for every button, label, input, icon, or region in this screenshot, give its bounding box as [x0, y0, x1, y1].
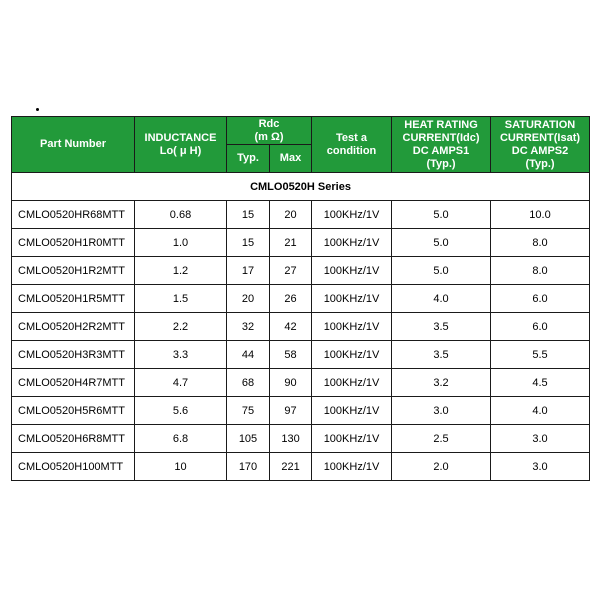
inductance-cell: 3.3	[135, 341, 227, 369]
inductance-cell: 1.0	[135, 229, 227, 257]
header-part-number: Part Number	[12, 117, 135, 173]
inductance-cell: 0.68	[135, 201, 227, 229]
part-number-cell: CMLO0520H1R0MTT	[12, 229, 135, 257]
table-body	[12, 173, 590, 481]
saturation-cell: 6.0	[491, 313, 590, 341]
test-condition-cell: 100KHz/1V	[312, 341, 392, 369]
saturation-cell: 8.0	[491, 229, 590, 257]
rdc-typ-cell: 44	[227, 341, 270, 369]
test-condition-cell: 100KHz/1V	[312, 425, 392, 453]
inductance-cell: 4.7	[135, 369, 227, 397]
rdc-max-cell: 58	[270, 341, 312, 369]
table-row	[12, 453, 590, 481]
rdc-max-cell: 90	[270, 369, 312, 397]
rdc-typ-cell: 75	[227, 397, 270, 425]
test-condition-cell: 100KHz/1V	[312, 397, 392, 425]
header-test-condition: Test a condition	[312, 117, 392, 173]
heat-rating-cell: 2.0	[392, 453, 491, 481]
test-condition-cell: 100KHz/1V	[312, 313, 392, 341]
table-row	[12, 341, 590, 369]
header-rdc-typ: Typ.	[227, 145, 270, 173]
heat-rating-cell: 2.5	[392, 425, 491, 453]
rdc-typ-cell: 20	[227, 285, 270, 313]
rdc-max-cell: 97	[270, 397, 312, 425]
part-number-cell: CMLO0520H2R2MTT	[12, 313, 135, 341]
part-number-cell: CMLO0520HR68MTT	[12, 201, 135, 229]
rdc-typ-cell: 15	[227, 229, 270, 257]
part-number-cell: CMLO0520H1R2MTT	[12, 257, 135, 285]
header-inductance: INDUCTANCE Lo( μ H)	[135, 117, 227, 173]
table-row	[12, 397, 590, 425]
table-row	[12, 285, 590, 313]
rdc-typ-cell: 170	[227, 453, 270, 481]
part-number-cell: CMLO0520H6R8MTT	[12, 425, 135, 453]
test-condition-cell: 100KHz/1V	[312, 229, 392, 257]
rdc-max-cell: 27	[270, 257, 312, 285]
heat-rating-cell: 3.0	[392, 397, 491, 425]
rdc-max-cell: 21	[270, 229, 312, 257]
saturation-cell: 4.0	[491, 397, 590, 425]
inductor-spec-table	[11, 116, 590, 481]
inductance-cell: 10	[135, 453, 227, 481]
heat-rating-cell: 4.0	[392, 285, 491, 313]
heat-rating-cell: 5.0	[392, 201, 491, 229]
inductance-cell: 2.2	[135, 313, 227, 341]
test-condition-cell: 100KHz/1V	[312, 369, 392, 397]
header-heat-rating: HEAT RATING CURRENT(Idc) DC AMPS1 (Typ.)	[392, 117, 491, 173]
part-number-cell: CMLO0520H5R6MTT	[12, 397, 135, 425]
table-row	[12, 229, 590, 257]
part-number-cell: CMLO0520H100MTT	[12, 453, 135, 481]
stray-dot	[36, 108, 39, 111]
heat-rating-cell: 3.2	[392, 369, 491, 397]
inductance-cell: 5.6	[135, 397, 227, 425]
part-number-cell: CMLO0520H4R7MTT	[12, 369, 135, 397]
rdc-typ-cell: 17	[227, 257, 270, 285]
test-condition-cell: 100KHz/1V	[312, 257, 392, 285]
rdc-max-cell: 130	[270, 425, 312, 453]
table-row	[12, 369, 590, 397]
rdc-max-cell: 26	[270, 285, 312, 313]
table-row	[12, 201, 590, 229]
rdc-typ-cell: 32	[227, 313, 270, 341]
part-number-cell: CMLO0520H3R3MTT	[12, 341, 135, 369]
rdc-max-cell: 20	[270, 201, 312, 229]
rdc-max-cell: 42	[270, 313, 312, 341]
header-rdc-max: Max	[270, 145, 312, 173]
test-condition-cell: 100KHz/1V	[312, 201, 392, 229]
rdc-max-cell: 221	[270, 453, 312, 481]
rdc-typ-cell: 68	[227, 369, 270, 397]
saturation-cell: 3.0	[491, 425, 590, 453]
rdc-typ-cell: 15	[227, 201, 270, 229]
test-condition-cell: 100KHz/1V	[312, 453, 392, 481]
rdc-typ-cell: 105	[227, 425, 270, 453]
saturation-cell: 4.5	[491, 369, 590, 397]
part-number-cell: CMLO0520H1R5MTT	[12, 285, 135, 313]
saturation-cell: 6.0	[491, 285, 590, 313]
heat-rating-cell: 3.5	[392, 313, 491, 341]
saturation-cell: 3.0	[491, 453, 590, 481]
header-rdc: Rdc (m Ω)	[227, 117, 312, 145]
table-row	[12, 313, 590, 341]
heat-rating-cell: 5.0	[392, 257, 491, 285]
inductance-cell: 1.2	[135, 257, 227, 285]
table-header	[12, 117, 590, 173]
series-row	[12, 173, 590, 201]
header-saturation: SATURATION CURRENT(Isat) DC AMPS2 (Typ.)	[491, 117, 590, 173]
table-row	[12, 425, 590, 453]
inductance-cell: 1.5	[135, 285, 227, 313]
inductance-cell: 6.8	[135, 425, 227, 453]
saturation-cell: 8.0	[491, 257, 590, 285]
test-condition-cell: 100KHz/1V	[312, 285, 392, 313]
saturation-cell: 5.5	[491, 341, 590, 369]
heat-rating-cell: 3.5	[392, 341, 491, 369]
saturation-cell: 10.0	[491, 201, 590, 229]
series-title: CMLO0520H Series	[12, 173, 590, 201]
table-row	[12, 257, 590, 285]
heat-rating-cell: 5.0	[392, 229, 491, 257]
